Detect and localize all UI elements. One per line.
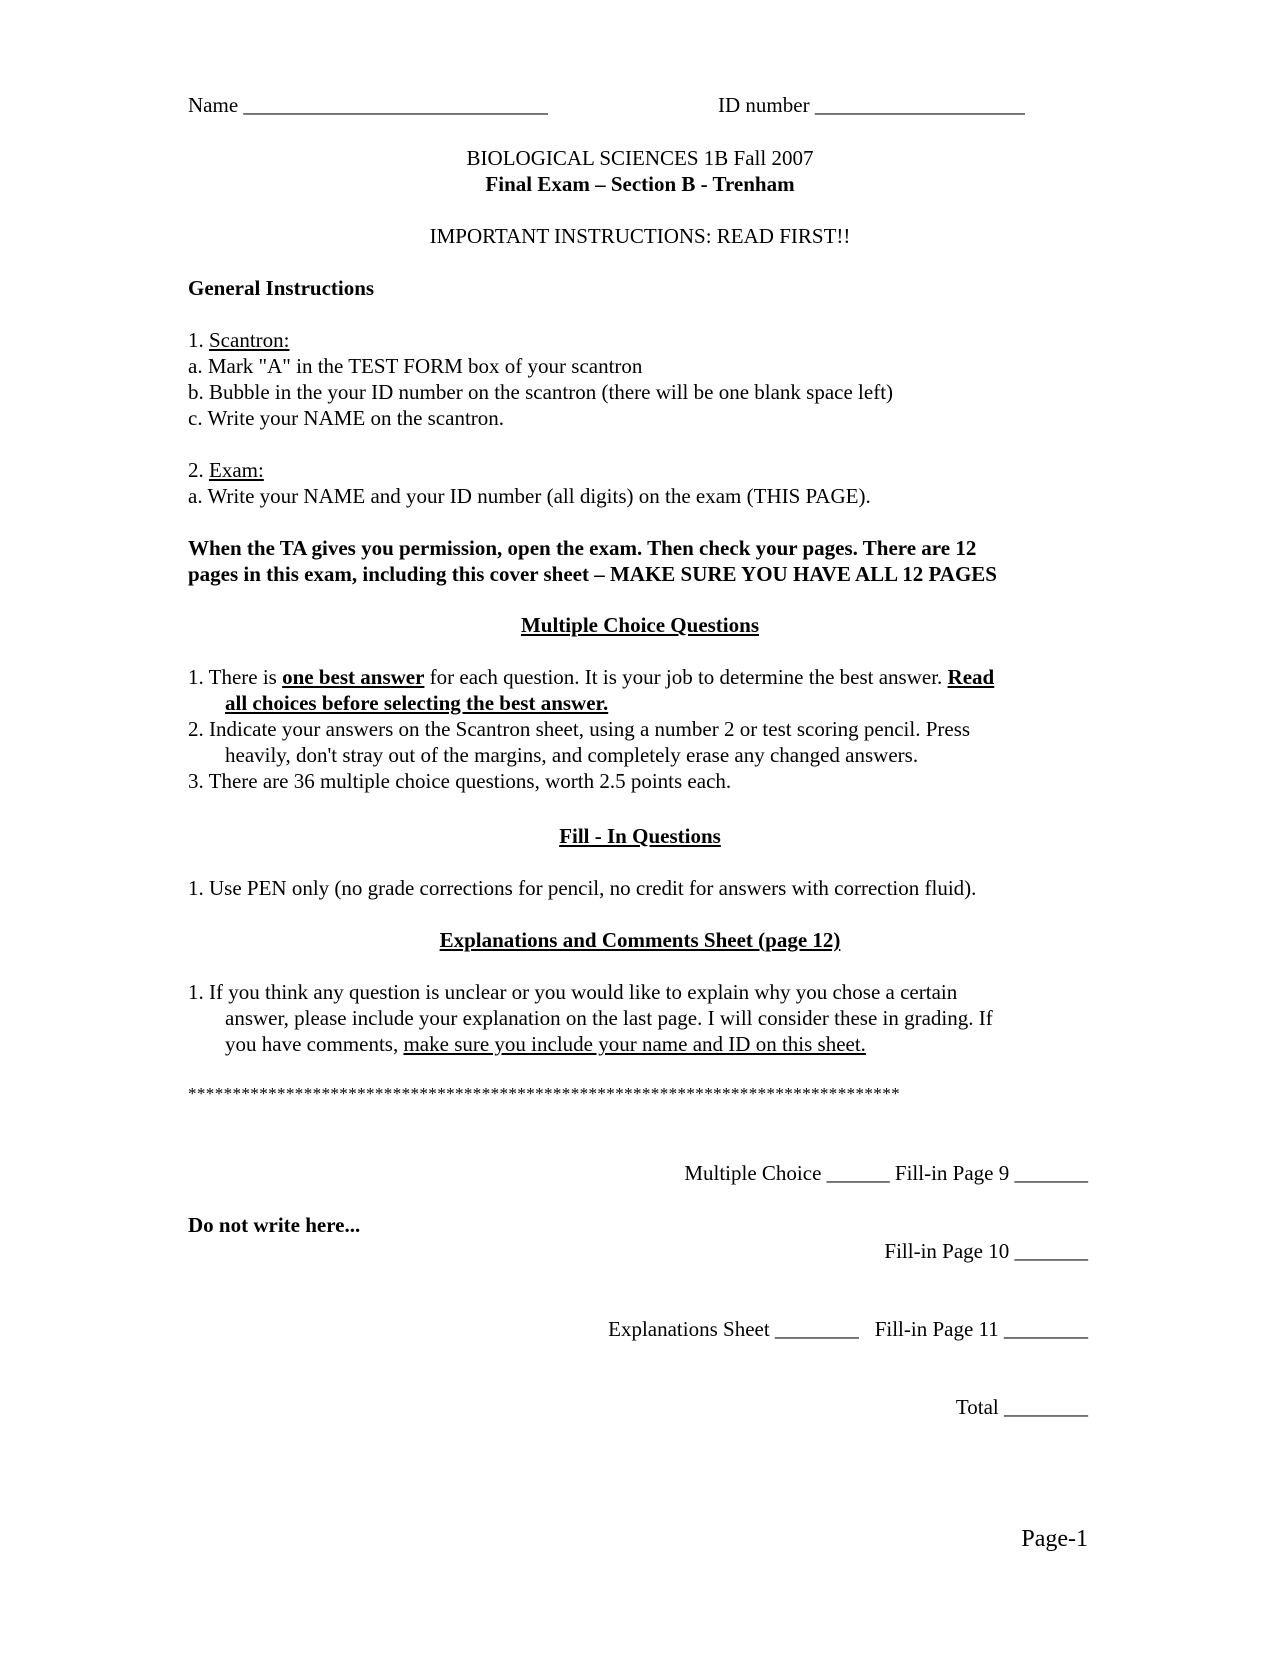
exam-title: Final Exam – Section B - Trenham: [485, 172, 795, 196]
scantron-section: [188, 327, 1088, 431]
scantron-num: 1.: [188, 328, 209, 352]
explain-line-3-a: you have comments,: [225, 1032, 404, 1056]
asterisk-divider: ********************************************************************************: [188, 1084, 900, 1103]
exam-section: [188, 457, 1088, 509]
explain-line-2: answer, please include your explanation on the last page. I will consider these in grading. If: [225, 1006, 993, 1030]
mc-item-3: 3. There are 36 multiple choice questions, worth 2.5 points each.: [188, 769, 732, 793]
mc-item-1-a: 1. There is: [188, 665, 283, 689]
general-heading: General Instructions: [188, 276, 375, 300]
scantron-label: Scantron:: [209, 328, 290, 352]
grading-row-3: [608, 1316, 1088, 1342]
explanations-sheet-score: Explanations Sheet ________: [608, 1317, 859, 1341]
do-not-write-note: Do not write here...: [188, 1213, 361, 1237]
page-number: Page-1: [1021, 1526, 1088, 1552]
explain-line-3-b: make sure you include your name and ID on this sheet.: [403, 1032, 866, 1056]
grading-row-2: Fill-in Page 10 _______: [884, 1239, 1088, 1263]
exam-item-a: a. Write your NAME and your ID number (all digits) on the exam (THIS PAGE).: [188, 484, 871, 508]
id-blank: ____________________: [814, 93, 1025, 117]
permission-line-2: pages in this exam, including this cover sheet – MAKE SURE YOU HAVE ALL 12 PAGES: [188, 562, 997, 586]
mc-item-2-line-1: 2. Indicate your answers on the Scantron sheet, using a number 2 or test scoring pencil. Press: [188, 717, 971, 741]
mc-item-1-c: for each question. It is your job to determine the best answer.: [424, 665, 948, 689]
fill-item-1: 1. Use PEN only (no grade corrections for pencil, no credit for answers with correction fluid).: [188, 876, 977, 900]
fill-heading: Fill - In Questions: [559, 824, 721, 848]
name-field: [188, 92, 548, 118]
fill-in-page-11-score: Fill-in Page 11 ________: [874, 1317, 1088, 1341]
exam-num: 2.: [188, 458, 209, 482]
permission-note: [188, 535, 1088, 587]
id-field: [718, 92, 1025, 118]
mc-item-1: [188, 664, 1088, 690]
scantron-item-c: c. Write your NAME on the scantron.: [188, 406, 505, 430]
total-score: Total ________: [955, 1395, 1088, 1419]
name-blank: _____________________________: [243, 93, 548, 117]
scantron-title: [188, 327, 1088, 353]
important-instructions: IMPORTANT INSTRUCTIONS: READ FIRST!!: [429, 224, 851, 248]
id-label: ID number: [718, 93, 810, 117]
mc-item-2-line-2: heavily, don't stray out of the margins, and completely erase any changed answers.: [225, 743, 919, 767]
scantron-item-a: a. Mark "A" in the TEST FORM box of your scantron: [188, 354, 643, 378]
explain-line-3: [188, 1031, 1088, 1057]
scantron-item-b: b. Bubble in the your ID number on the scantron (there will be one blank space left): [188, 380, 894, 404]
mc-item-1-b: one best answer: [282, 665, 425, 689]
exam-title-line: [188, 457, 1088, 483]
course-title: BIOLOGICAL SCIENCES 1B Fall 2007: [466, 146, 814, 170]
grading-row-1: Multiple Choice ______ Fill-in Page 9 _______: [684, 1161, 1088, 1185]
explain-heading: Explanations and Comments Sheet (page 12): [439, 928, 841, 952]
mc-item-1-cont: all choices before selecting the best answer.: [225, 691, 609, 715]
mc-item-1-d: Read: [947, 665, 995, 689]
explain-line-1: 1. If you think any question is unclear or you would like to explain why you chose a certain: [188, 980, 958, 1004]
name-label: Name: [188, 93, 239, 117]
mc-heading: Multiple Choice Questions: [520, 613, 759, 637]
exam-label: Exam:: [209, 458, 264, 482]
explain-instructions: [188, 979, 1088, 1057]
permission-line-1: When the TA gives you permission, open the exam. Then check your pages. There are 12: [188, 536, 977, 560]
mc-instructions: [188, 664, 1088, 794]
